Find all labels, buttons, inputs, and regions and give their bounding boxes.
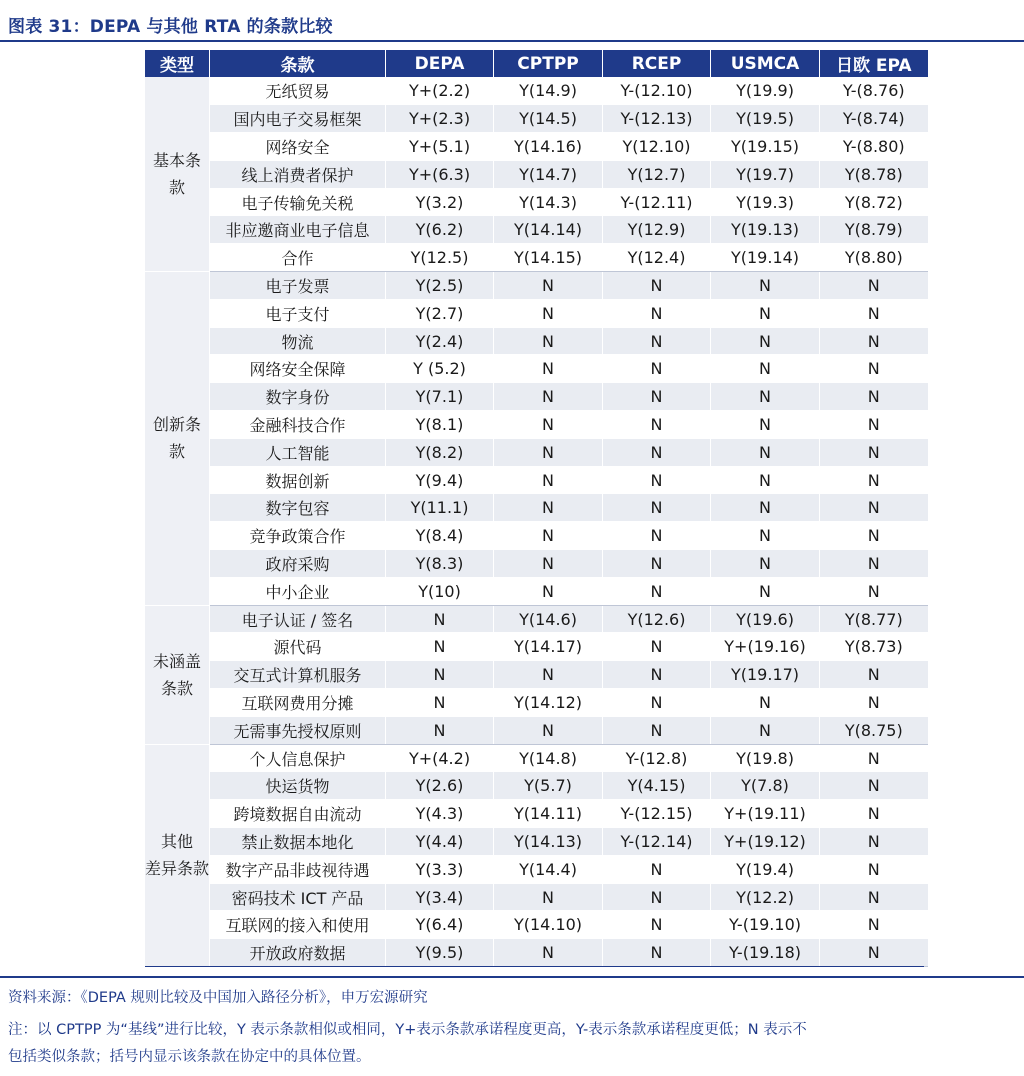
value-cell: Y(14.3) [494, 188, 603, 216]
value-cell: Y(14.6) [494, 605, 603, 633]
value-cell: Y+(2.3) [386, 105, 494, 133]
value-cell: Y(6.2) [386, 216, 494, 244]
value-cell: Y(14.5) [494, 105, 603, 133]
value-cell: N [386, 689, 494, 717]
table-row [145, 327, 928, 355]
value-cell: Y-(8.74) [820, 105, 928, 133]
value-cell: Y(14.9) [494, 77, 603, 105]
value-cell: Y(5.7) [494, 772, 603, 800]
value-cell: N [711, 299, 820, 327]
value-cell: N [494, 466, 603, 494]
value-cell: Y-(8.76) [820, 77, 928, 105]
clause-cell: 中小企业 [210, 577, 386, 605]
value-cell: Y(14.10) [494, 911, 603, 939]
value-cell: N [386, 605, 494, 633]
table-row [145, 77, 928, 105]
value-cell: N [820, 911, 928, 939]
value-cell: N [603, 577, 711, 605]
value-cell: N [820, 828, 928, 856]
explanation-note-line1: 注：以 CPTPP 为“基线”进行比较，Y 表示条款相似或相同，Y+表示条款承诺程度更高，Y-表示条款承诺程度更低；N 表示不 [8, 1022, 807, 1038]
value-cell: Y(19.13) [711, 216, 820, 244]
table-row [145, 105, 928, 133]
value-cell: Y(9.5) [386, 939, 494, 967]
footnote-divider [0, 976, 1024, 978]
value-cell: N [603, 411, 711, 439]
clause-cell: 网络安全保障 [210, 355, 386, 383]
table-row [145, 633, 928, 661]
clause-cell: 电子支付 [210, 299, 386, 327]
value-cell: N [820, 772, 928, 800]
header-clause: 条款 [210, 50, 386, 77]
value-cell: N [820, 744, 928, 772]
value-cell: N [820, 522, 928, 550]
clause-cell: 交互式计算机服务 [210, 661, 386, 689]
value-cell: Y(10) [386, 577, 494, 605]
clause-cell: 无纸贸易 [210, 77, 386, 105]
value-cell: N [494, 939, 603, 967]
clause-cell: 电子发票 [210, 272, 386, 300]
value-cell: Y(2.7) [386, 299, 494, 327]
header-japan-eu-epa: 日欧 EPA [820, 50, 928, 77]
clause-cell: 合作 [210, 244, 386, 272]
value-cell: N [494, 550, 603, 578]
table-row [145, 550, 928, 578]
value-cell: N [820, 327, 928, 355]
clause-cell: 网络安全 [210, 133, 386, 161]
table-row [145, 133, 928, 161]
value-cell: N [820, 494, 928, 522]
value-cell: N [494, 272, 603, 300]
value-cell: N [603, 883, 711, 911]
value-cell: N [494, 299, 603, 327]
value-cell: N [820, 577, 928, 605]
clause-cell: 禁止数据本地化 [210, 828, 386, 856]
clause-cell: 物流 [210, 327, 386, 355]
value-cell: Y(9.4) [386, 466, 494, 494]
clause-cell: 数字产品非歧视待遇 [210, 855, 386, 883]
value-cell: Y(8.80) [820, 244, 928, 272]
type-cell: 基本条 款 [145, 77, 210, 272]
value-cell: N [494, 327, 603, 355]
value-cell: N [711, 411, 820, 439]
header-depa: DEPA [386, 50, 494, 77]
header-type: 类型 [145, 50, 210, 77]
clause-cell: 国内电子交易框架 [210, 105, 386, 133]
value-cell: N [494, 522, 603, 550]
value-cell: Y(4.4) [386, 828, 494, 856]
value-cell: N [711, 494, 820, 522]
value-cell: Y(14.11) [494, 800, 603, 828]
value-cell: Y+(4.2) [386, 744, 494, 772]
value-cell: Y(19.6) [711, 605, 820, 633]
clause-cell: 跨境数据自由流动 [210, 800, 386, 828]
table-row [145, 494, 928, 522]
value-cell: N [603, 939, 711, 967]
figure-title: 图表 31：DEPA 与其他 RTA 的条款比较 [8, 17, 333, 37]
clause-cell: 数据创新 [210, 466, 386, 494]
value-cell: N [711, 550, 820, 578]
value-cell: Y(8.78) [820, 160, 928, 188]
value-cell: N [603, 466, 711, 494]
table-row [145, 605, 928, 633]
value-cell: Y(12.9) [603, 216, 711, 244]
header-rcep: RCEP [603, 50, 711, 77]
value-cell: Y(8.1) [386, 411, 494, 439]
value-cell: N [820, 883, 928, 911]
clause-cell: 互联网费用分摊 [210, 689, 386, 717]
value-cell: N [820, 855, 928, 883]
value-cell: Y(14.8) [494, 744, 603, 772]
table-row [145, 939, 928, 967]
value-cell: N [603, 855, 711, 883]
value-cell: Y(14.7) [494, 160, 603, 188]
value-cell: N [820, 438, 928, 466]
value-cell: N [820, 355, 928, 383]
clause-cell: 数字身份 [210, 383, 386, 411]
clause-cell: 线上消费者保护 [210, 160, 386, 188]
table-row [145, 744, 928, 772]
clause-cell: 电子传输免关税 [210, 188, 386, 216]
value-cell: Y(8.2) [386, 438, 494, 466]
value-cell: N [603, 550, 711, 578]
value-cell: N [711, 272, 820, 300]
value-cell: N [820, 272, 928, 300]
table-row [145, 855, 928, 883]
clause-cell: 源代码 [210, 633, 386, 661]
table-row [145, 160, 928, 188]
clause-cell: 竞争政策合作 [210, 522, 386, 550]
value-cell: Y+(2.2) [386, 77, 494, 105]
value-cell: Y(12.7) [603, 160, 711, 188]
clause-cell: 个人信息保护 [210, 744, 386, 772]
clause-cell: 人工智能 [210, 438, 386, 466]
value-cell: N [494, 661, 603, 689]
table-row [145, 716, 928, 744]
value-cell: N [603, 327, 711, 355]
value-cell: N [820, 939, 928, 967]
value-cell: Y(2.6) [386, 772, 494, 800]
value-cell: Y(19.14) [711, 244, 820, 272]
value-cell: N [494, 494, 603, 522]
value-cell: N [494, 883, 603, 911]
table-row [145, 188, 928, 216]
clause-cell: 金融科技合作 [210, 411, 386, 439]
value-cell: N [494, 577, 603, 605]
value-cell: N [386, 633, 494, 661]
value-cell: N [820, 299, 928, 327]
table-row [145, 299, 928, 327]
value-cell: Y(19.9) [711, 77, 820, 105]
table-body [145, 77, 928, 967]
value-cell: N [603, 494, 711, 522]
clause-cell: 互联网的接入和使用 [210, 911, 386, 939]
value-cell: N [603, 522, 711, 550]
clause-cell: 快运货物 [210, 772, 386, 800]
value-cell: N [820, 466, 928, 494]
value-cell: N [711, 716, 820, 744]
table-row [145, 355, 928, 383]
value-cell: Y(8.77) [820, 605, 928, 633]
header-usmca: USMCA [711, 50, 820, 77]
value-cell: N [711, 355, 820, 383]
table-row [145, 772, 928, 800]
table-row [145, 216, 928, 244]
source-note: 资料来源：《DEPA 规则比较及中国加入路径分析》，申万宏源研究 [8, 990, 428, 1006]
value-cell: Y+(6.3) [386, 160, 494, 188]
value-cell: Y(12.6) [603, 605, 711, 633]
value-cell: N [603, 661, 711, 689]
value-cell: N [820, 689, 928, 717]
value-cell: Y(8.4) [386, 522, 494, 550]
value-cell: Y(3.4) [386, 883, 494, 911]
clause-cell: 无需事先授权原则 [210, 716, 386, 744]
value-cell: Y(8.72) [820, 188, 928, 216]
clause-cell: 政府采购 [210, 550, 386, 578]
value-cell: Y-(12.10) [603, 77, 711, 105]
clause-cell: 电子认证 / 签名 [210, 605, 386, 633]
value-cell: N [603, 633, 711, 661]
value-cell: Y(8.75) [820, 716, 928, 744]
value-cell: Y(14.13) [494, 828, 603, 856]
value-cell: N [711, 577, 820, 605]
table-row [145, 828, 928, 856]
value-cell: Y(4.15) [603, 772, 711, 800]
table-row [145, 689, 928, 717]
value-cell: N [820, 550, 928, 578]
value-cell: Y(14.17) [494, 633, 603, 661]
type-cell: 其他 差异条款 [145, 744, 210, 966]
clause-cell: 开放政府数据 [210, 939, 386, 967]
table-row [145, 411, 928, 439]
value-cell: N [603, 438, 711, 466]
value-cell: Y(7.1) [386, 383, 494, 411]
value-cell: Y(14.14) [494, 216, 603, 244]
value-cell: N [603, 299, 711, 327]
value-cell: Y(19.5) [711, 105, 820, 133]
value-cell: Y-(12.8) [603, 744, 711, 772]
value-cell: Y(8.3) [386, 550, 494, 578]
clause-cell: 数字包容 [210, 494, 386, 522]
value-cell: N [603, 355, 711, 383]
table-row [145, 661, 928, 689]
table-row [145, 466, 928, 494]
value-cell: N [820, 661, 928, 689]
value-cell: N [603, 689, 711, 717]
value-cell: N [494, 355, 603, 383]
value-cell: Y(19.7) [711, 160, 820, 188]
table-row [145, 522, 928, 550]
table-row [145, 577, 928, 605]
type-cell: 未涵盖 条款 [145, 605, 210, 744]
value-cell: N [820, 383, 928, 411]
value-cell: N [494, 411, 603, 439]
value-cell: N [603, 272, 711, 300]
value-cell: N [603, 383, 711, 411]
value-cell: Y (5.2) [386, 355, 494, 383]
title-divider [0, 40, 1024, 42]
value-cell: Y(12.2) [711, 883, 820, 911]
value-cell: N [711, 327, 820, 355]
value-cell: Y+(19.12) [711, 828, 820, 856]
value-cell: Y(7.8) [711, 772, 820, 800]
value-cell: N [603, 716, 711, 744]
value-cell: Y(3.2) [386, 188, 494, 216]
value-cell: N [820, 411, 928, 439]
value-cell: Y(6.4) [386, 911, 494, 939]
value-cell: Y+(19.16) [711, 633, 820, 661]
value-cell: Y-(19.18) [711, 939, 820, 967]
value-cell: N [494, 716, 603, 744]
table-row [145, 883, 928, 911]
value-cell: N [711, 438, 820, 466]
value-cell: N [494, 438, 603, 466]
value-cell: Y-(12.11) [603, 188, 711, 216]
value-cell: Y(19.4) [711, 855, 820, 883]
value-cell: Y-(12.14) [603, 828, 711, 856]
value-cell: N [711, 383, 820, 411]
value-cell: Y(14.16) [494, 133, 603, 161]
table-row [145, 272, 928, 300]
value-cell: N [603, 911, 711, 939]
comparison-table [145, 50, 928, 967]
table-row [145, 911, 928, 939]
value-cell: Y(12.10) [603, 133, 711, 161]
value-cell: Y(3.3) [386, 855, 494, 883]
value-cell: Y(2.5) [386, 272, 494, 300]
value-cell: Y(11.1) [386, 494, 494, 522]
value-cell: Y(19.15) [711, 133, 820, 161]
value-cell: Y(19.3) [711, 188, 820, 216]
header-cptpp: CPTPP [494, 50, 603, 77]
value-cell: N [711, 522, 820, 550]
explanation-note-line2: 包括类似条款；括号内显示该条款在协定中的具体位置。 [8, 1049, 371, 1065]
value-cell: Y(14.12) [494, 689, 603, 717]
value-cell: N [711, 689, 820, 717]
table-bottom-rule [145, 966, 924, 967]
value-cell: N [711, 466, 820, 494]
value-cell: Y+(5.1) [386, 133, 494, 161]
value-cell: Y(12.5) [386, 244, 494, 272]
value-cell: Y(4.3) [386, 800, 494, 828]
value-cell: Y+(19.11) [711, 800, 820, 828]
value-cell: Y(12.4) [603, 244, 711, 272]
table-row [145, 438, 928, 466]
value-cell: Y-(8.80) [820, 133, 928, 161]
clause-cell: 密码技术 ICT 产品 [210, 883, 386, 911]
value-cell: Y(2.4) [386, 327, 494, 355]
table-row [145, 383, 928, 411]
value-cell: N [494, 383, 603, 411]
value-cell: N [820, 800, 928, 828]
value-cell: N [386, 661, 494, 689]
value-cell: Y(19.8) [711, 744, 820, 772]
value-cell: N [386, 716, 494, 744]
value-cell: Y-(19.10) [711, 911, 820, 939]
clause-cell: 非应邀商业电子信息 [210, 216, 386, 244]
value-cell: Y(19.17) [711, 661, 820, 689]
value-cell: Y(8.79) [820, 216, 928, 244]
value-cell: Y-(12.15) [603, 800, 711, 828]
value-cell: Y(14.15) [494, 244, 603, 272]
value-cell: Y(8.73) [820, 633, 928, 661]
table-row [145, 244, 928, 272]
table-header-row [145, 50, 928, 77]
table-row [145, 800, 928, 828]
value-cell: Y(14.4) [494, 855, 603, 883]
value-cell: Y-(12.13) [603, 105, 711, 133]
type-cell: 创新条 款 [145, 272, 210, 606]
